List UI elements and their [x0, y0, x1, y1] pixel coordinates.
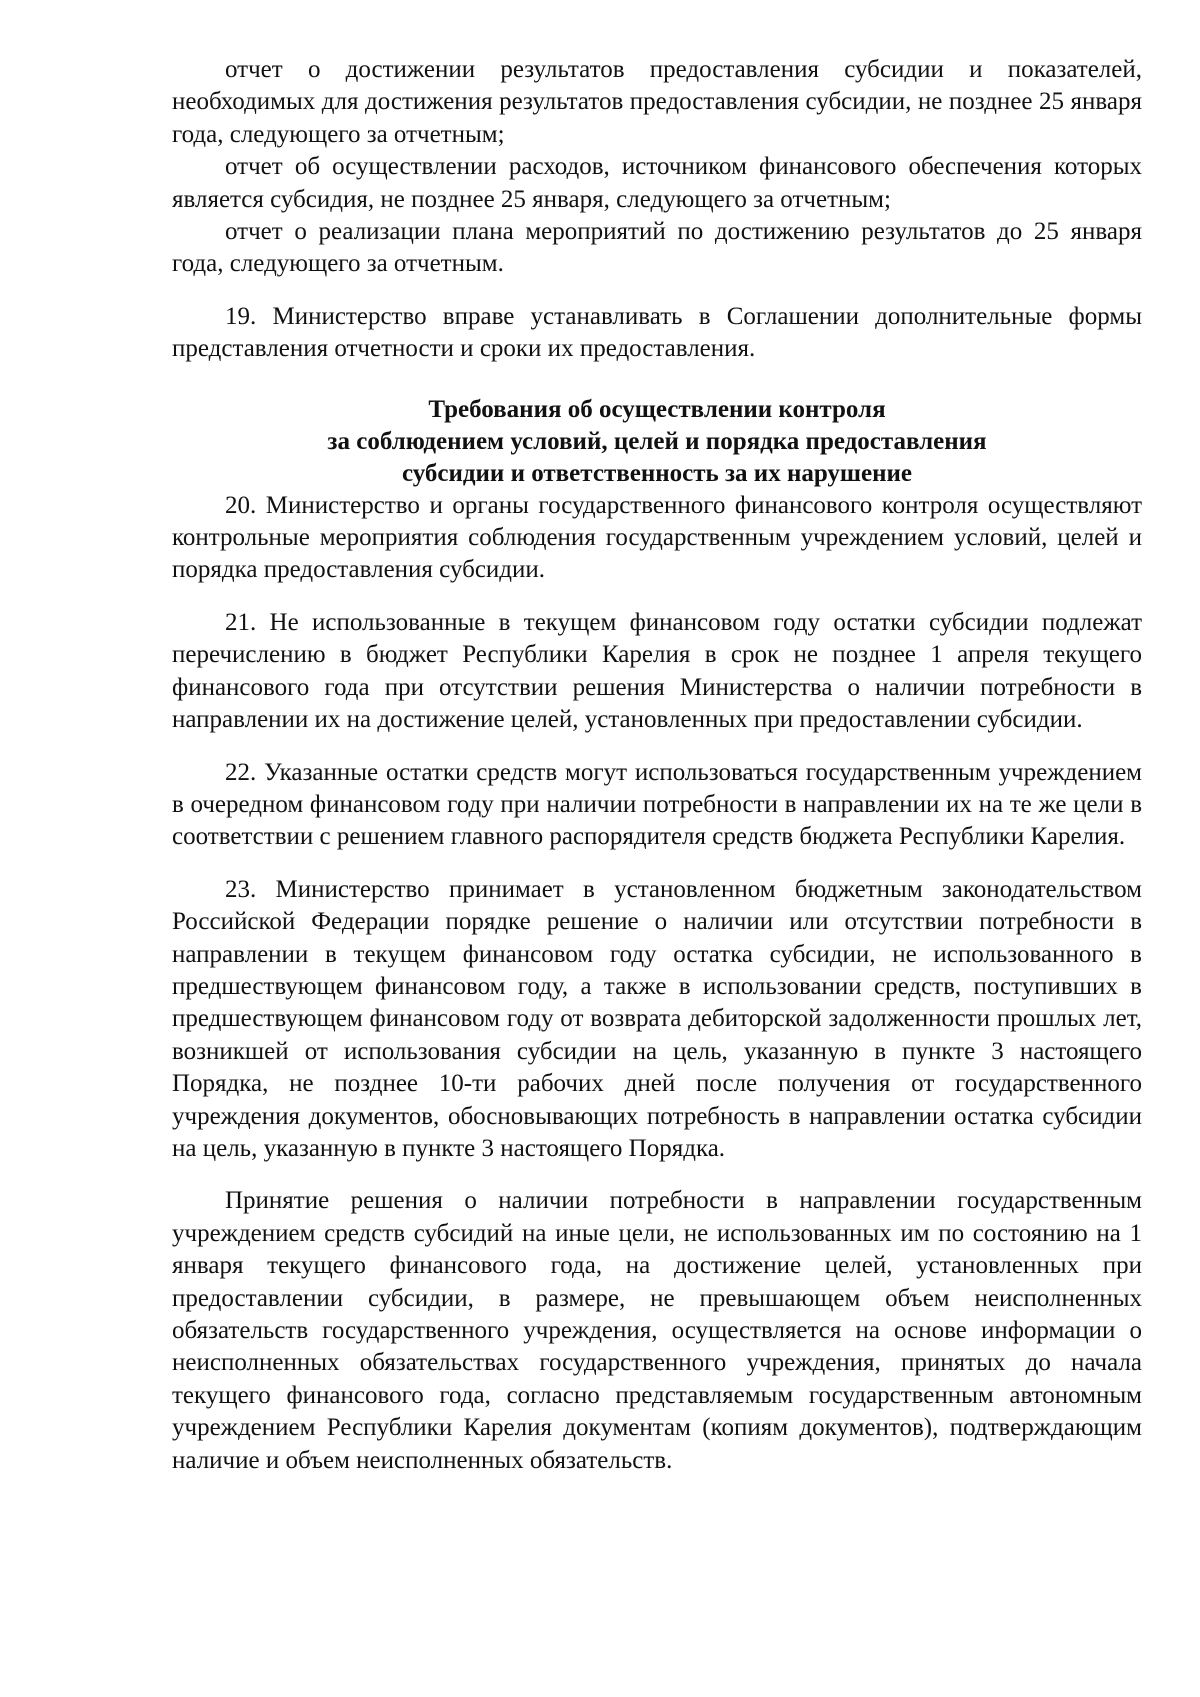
section-heading-line-2: за соблюдением условий, целей и порядка предоставления [327, 427, 987, 455]
spacer [172, 737, 1142, 757]
spacer [172, 587, 1142, 607]
spacer [172, 281, 1142, 301]
document-page [172, 54, 1142, 1477]
report-results-paragraph: отчет о достижении результатов предоставления субсидии и показателей, необходимых для достижения результатов предоставления субсидии, не позднее 25 января года, следующего за отчетным; [172, 56, 1142, 148]
item-21-paragraph: 21. Не использованные в текущем финансовом году остатки субсидии подлежат перечислению в бюджет Республики Карелия в срок не позднее 1 апреля текущего финансового года при отсутствии решения Министерства о наличии потребности в направлении их на достижение целей, установленных при предоставлении субсидии. [172, 608, 1142, 734]
report-expenses-paragraph: отчет об осуществлении расходов, источником финансового обеспечения которых является субсидия, не позднее 25 января, следующего за отчетным; [172, 153, 1142, 213]
section-heading-line-1: Требования об осуществлении контроля [428, 395, 886, 423]
item-19-paragraph: 19. Министерство вправе устанавливать в Соглашении дополнительные формы представления отчетности и сроки их предоставления. [172, 302, 1142, 363]
item-20-paragraph: 20. Министерство и органы государственного финансового контроля осуществляют контрольные мероприятия соблюдения государственным учреждением условий, целей и порядка предоставления субсидии. [172, 491, 1142, 584]
item-23-paragraph: 23. Министерство принимает в установленном бюджетным законодательством Российской Федерации порядке решение о наличии или отсутствии потребности в направлении в текущем финансовом году остатка субсидии, не использованного в предшествующем финансовом году, а также в использовании средств, поступивших в предшествующем финансовом году от возврата дебиторской задолженности прошлых лет, возникшей от использования субсидии на цель, указанную в пункте 3 настоящего Порядка, не позднее 10-ти рабочих дней после получения от государственного учреждения документов, обосновывающих потребность в направлении остатка субсидии на цель, указанную в пункте 3 настоящего Порядка. [172, 875, 1142, 1162]
report-plan-paragraph: отчет о реализации плана мероприятий по достижению результатов до 25 января года, следующего за отчетным. [172, 218, 1142, 278]
section-heading-line-3: субсидии и ответственность за их нарушение [401, 459, 913, 487]
spacer [172, 1165, 1142, 1185]
final-paragraph: Принятие решения о наличии потребности в направлении государственным учреждением средств субсидий на иные цели, не использованных им по состоянию на 1 января текущего финансового года, на достижение целей, установленных при предоставлении субсидии, в размере, не превышающем объем неисполненных обязательств государственного учреждения, осуществляется на основе информации о неисполненных обязательствах государственного учреждения, принятых до начала текущего финансового года, согласно представляемым государственным автономным учреждением Республики Карелия документам (копиям документов), подтверждающим наличие и объем неисполненных обязательств. [172, 1187, 1142, 1474]
item-22-paragraph: 22. Указанные остатки средств могут использоваться государственным учреждением в очередном финансовом году при наличии потребности в направлении их на те же цели в соответствии с решением главного распорядителя средств бюджета Республики Карелия. [172, 758, 1142, 851]
section-heading [172, 394, 1142, 490]
spacer [172, 854, 1142, 874]
